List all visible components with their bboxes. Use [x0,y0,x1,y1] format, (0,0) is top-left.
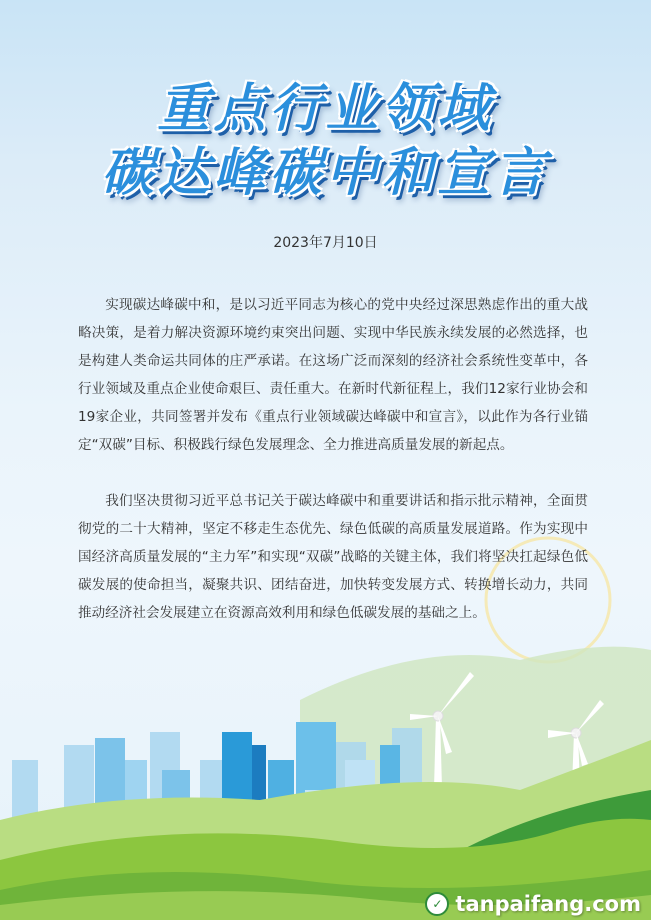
paragraph-2: 我们坚决贯彻习近平总书记关于碳达峰碳中和重要讲话和指示批示精神，全面贯彻党的二十大精神，坚定不移走生态优先、绿色低碳的高质量发展道路。作为实现中国经济高质量发展的“主力军”和实现“双碳”战略的关键主体，我们将坚决扛起绿色低碳发展的使命担当，凝聚共识、团结奋进，加快转变发展方式、转换增长动力，共同推动经济社会发展建立在资源高效利用和绿色低碳发展的基础之上。 [78,493,588,621]
release-date: 2023年7月10日 [273,235,378,251]
title-line-1: 重点行业领域 [157,79,494,139]
watermark-text: tanpaifang.com [455,892,641,916]
title-line-2: 碳达峰碳中和宣言 [101,143,550,203]
leaf-logo-icon: ✓ [425,892,449,916]
paragraph-1: 实现碳达峰碳中和，是以习近平同志为核心的党中央经过深思熟虑作出的重大战略决策，是着力解决资源环境约束突出问题、实现中华民族永续发展的必然选择，也是构建人类命运共同体的庄严承诺。在这场广泛而深刻的经济社会系统性变革中，各行业领域及重点企业使命艰巨、责任重大。在新时代新征程上，我们12家行业协会和19家企业，共同签署并发布《重点行业领域碳达峰碳中和宣言》，以此作为各行业锚定“双碳”目标、积极践行绿色发展理念、全力推进高质量发展的新起点。 [78,297,588,453]
site-watermark [425,892,641,916]
